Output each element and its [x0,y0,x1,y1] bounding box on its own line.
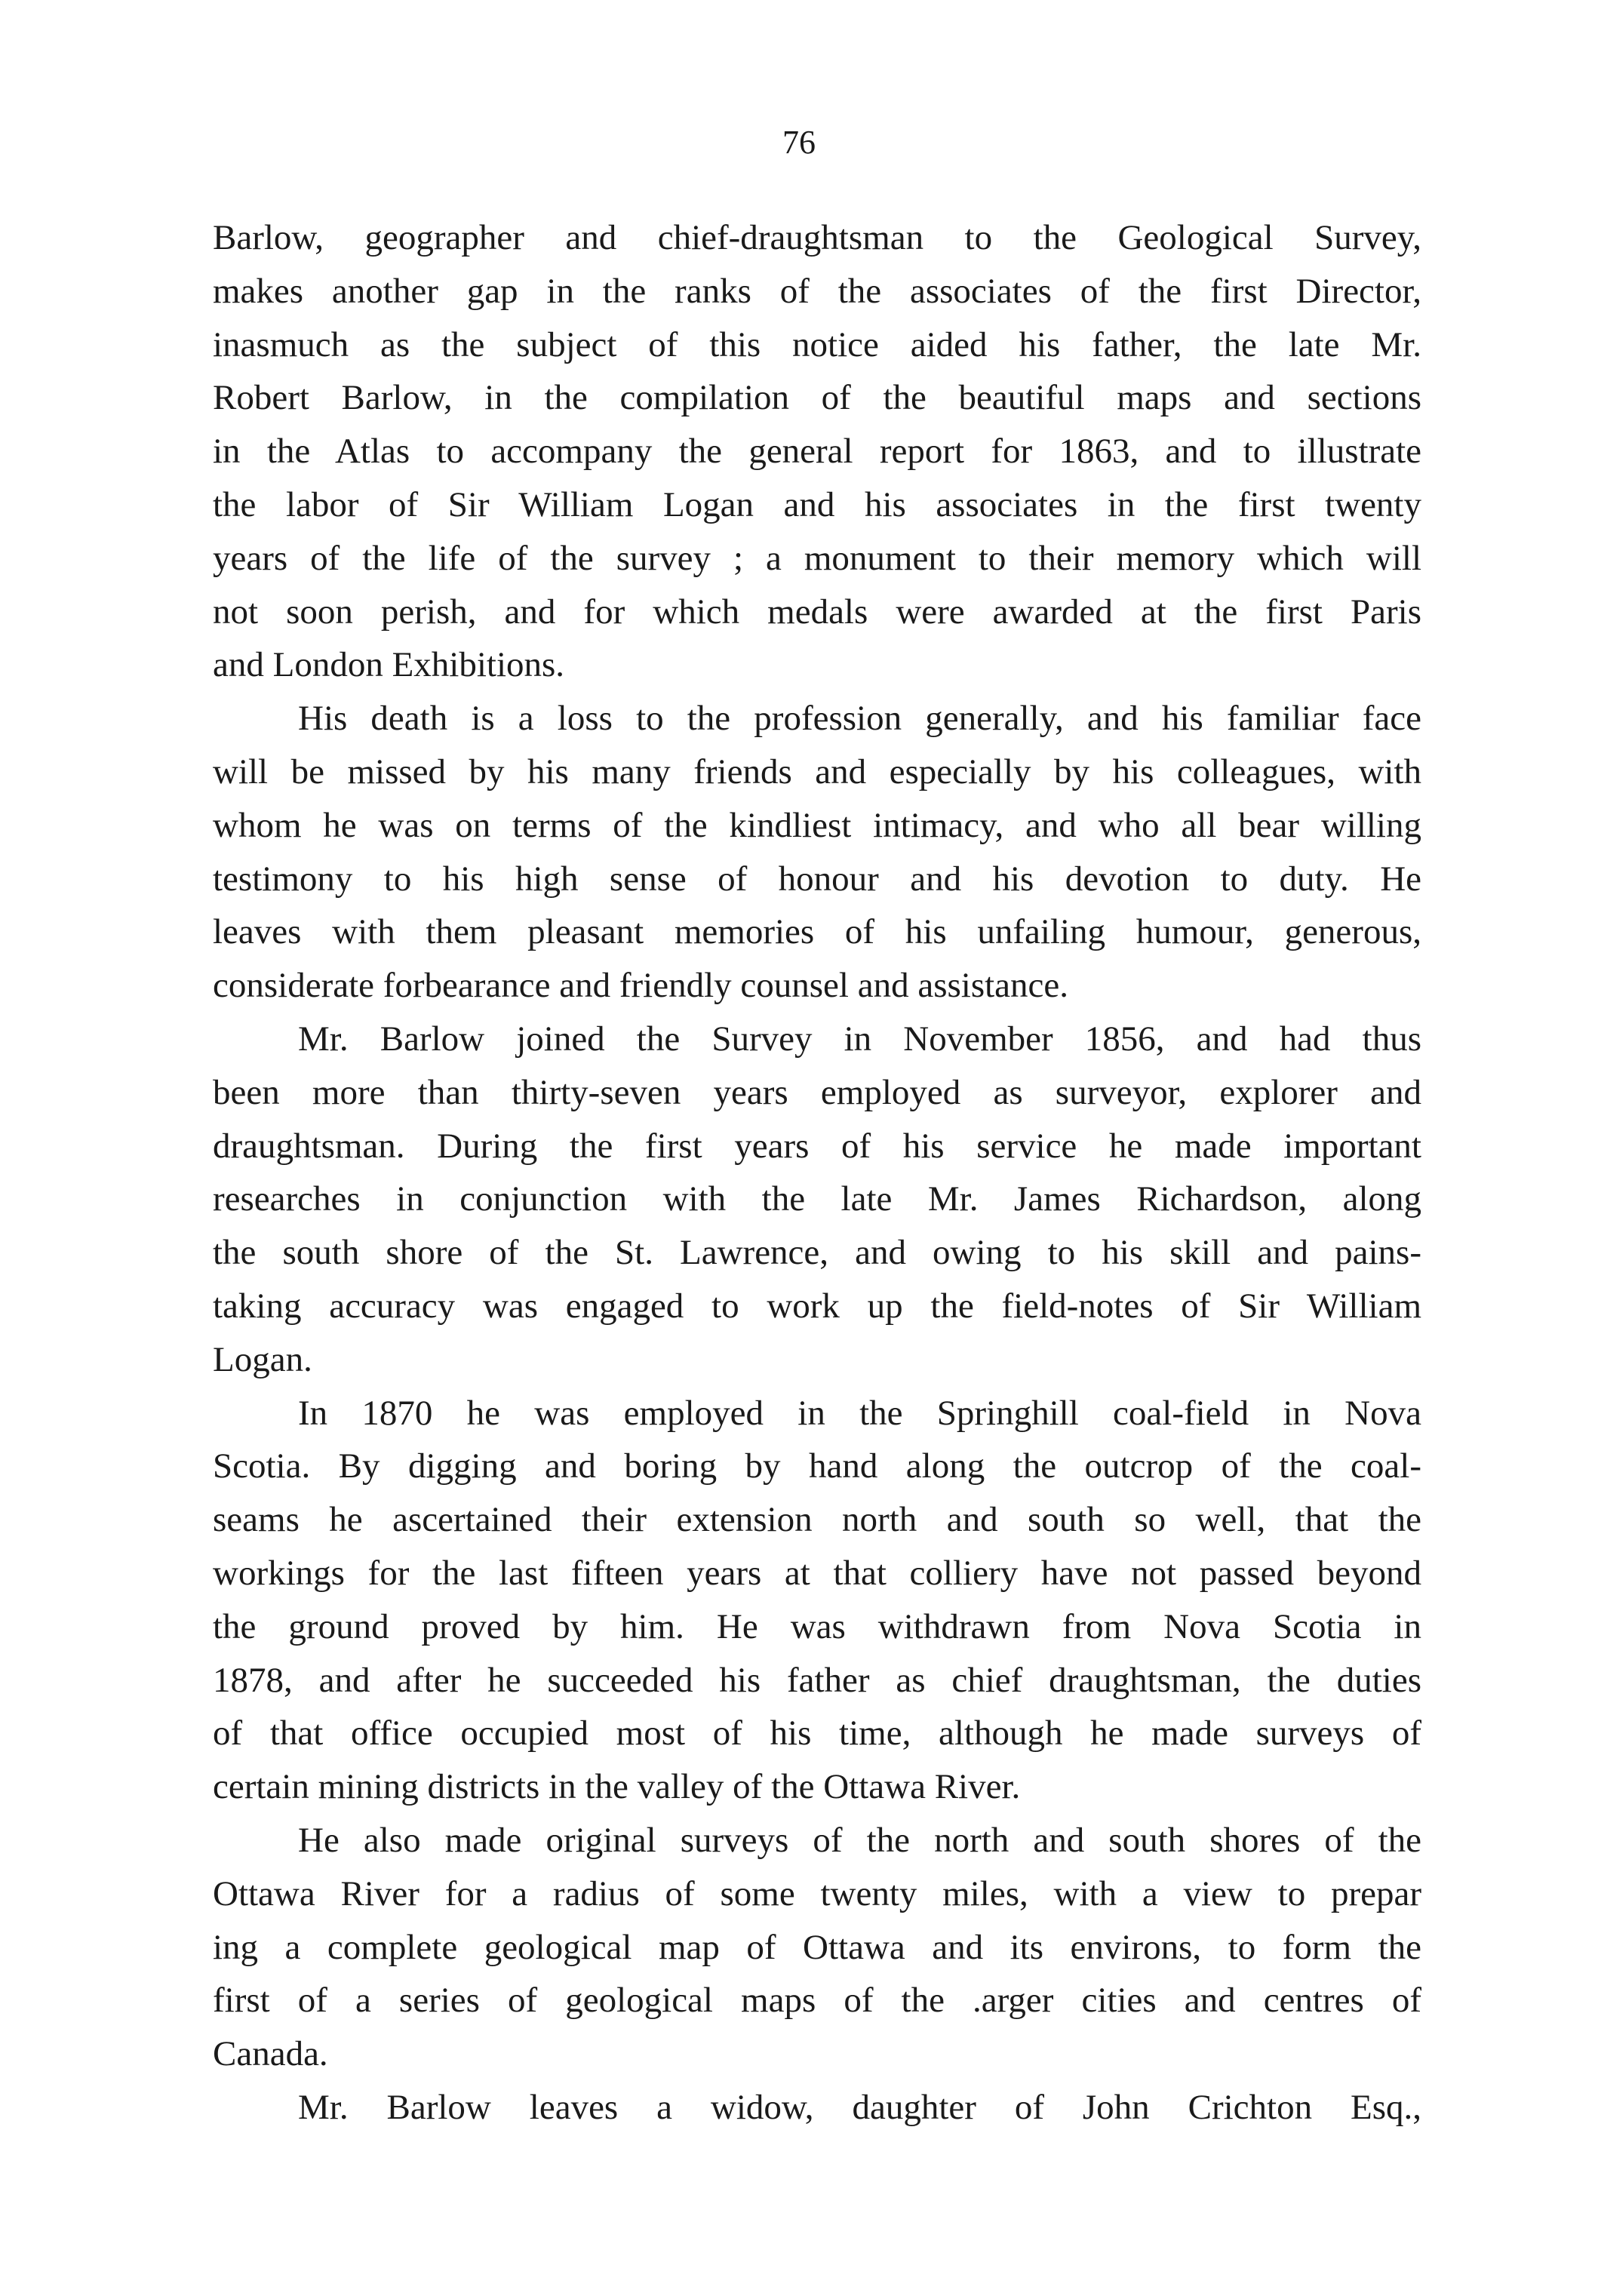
text-line: leaves with them pleasant memories of his unfailing humour, generous, [213,912,1421,952]
text-line: Canada. [213,2034,328,2074]
text-line: the south shore of the St. Lawrence, and owing to his skill and pains- [213,1233,1421,1273]
text-line: not soon perish, and for which medals were awarded at the first Paris [213,592,1421,632]
text-line: and London Exhibitions. [213,645,565,685]
text-line: researches in conjunction with the late Mr. James Richardson, along [213,1179,1421,1219]
text-line: testimony to his high sense of honour and his devotion to duty. He [213,859,1421,899]
text-line: in the Atlas to accompany the general report for 1863, and to illustrate [213,432,1421,472]
text-line: first of a series of geological maps of the .arger cities and centres of [213,1981,1421,2021]
paragraph [213,2081,1421,2135]
text-line: considerate forbearance and friendly counsel and assistance. [213,966,1069,1006]
text-line: makes another gap in the ranks of the associates of the first Director, [213,271,1421,311]
text-line: will be missed by his many friends and especially by his colleagues, with [213,752,1421,791]
text-line: In 1870 he was employed in the Springhill coal-field in Nova [298,1393,1421,1433]
text-line: His death is a loss to the profession generally, and his familiar face [298,699,1421,739]
text-line: the labor of Sir William Logan and his associates in the first twenty [213,484,1421,524]
paragraph [213,1013,1421,1387]
text-line: taking accuracy was engaged to work up the field-notes of Sir William [213,1286,1421,1326]
text-line: inasmuch as the subject of this notice aided his father, the late Mr. [213,324,1421,364]
text-line: Mr. Barlow joined the Survey in November 1856, and had thus [298,1019,1421,1059]
paragraph [213,692,1421,1013]
text-line: the ground proved by him. He was withdrawn from Nova Scotia in [213,1606,1421,1646]
paragraph [213,1814,1421,2081]
text-line: Barlow, geographer and chief-draughtsman to the Geological Survey, [213,218,1421,257]
text-line: draughtsman. During the first years of his service he made important [213,1126,1421,1166]
paragraph [213,1387,1421,1814]
text-line: of that office occupied most of his time, although he made surveys of [213,1714,1421,1754]
text-line: He also made original surveys of the north and south shores of the [298,1820,1421,1860]
text-line: Mr. Barlow leaves a widow, daughter of John Crichton Esq., [298,2087,1421,2127]
text-line: Robert Barlow, in the compilation of the beautiful maps and sections [213,378,1421,418]
text-line: Ottawa River for a radius of some twenty miles, with a view to prepar [213,1873,1421,1913]
paragraph [213,211,1421,692]
text-line: been more than thirty-seven years employed as surveyor, explorer and [213,1072,1421,1112]
text-line: workings for the last fifteen years at that colliery have not passed beyond [213,1553,1421,1593]
text-line: seams he ascertained their extension north and south so well, that the [213,1500,1421,1540]
text-line: certain mining districts in the valley of the Ottawa River. [213,1767,1021,1807]
page-number: 76 [782,124,816,161]
text-line: Logan. [213,1339,312,1379]
text-line: 1878, and after he succeeded his father as chief draughtsman, the duties [213,1660,1421,1700]
body-text [213,211,1421,2135]
text-line: ing a complete geological map of Ottawa and its environs, to form the [213,1927,1421,1967]
text-line: Scotia. By digging and boring by hand along the outcrop of the coal- [213,1446,1421,1486]
text-line: years of the life of the survey ; a monument to their memory which will [213,538,1421,578]
text-line: whom he was on terms of the kindliest intimacy, and who all bear willing [213,805,1421,845]
